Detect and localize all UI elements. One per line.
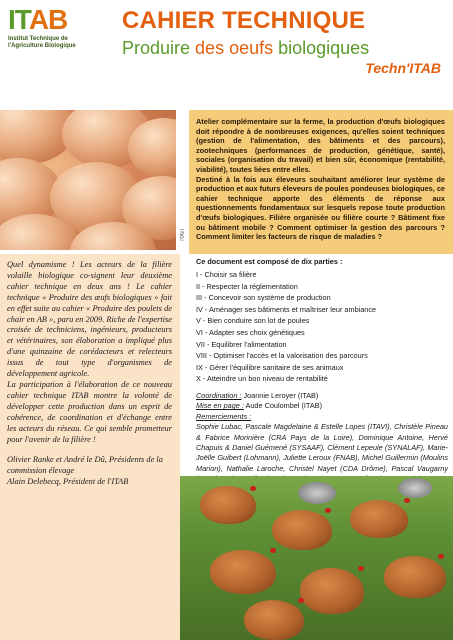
credits — [196, 391, 448, 485]
logo-mark: ITAB — [8, 4, 68, 35]
list-item: IV - Aménager ses bâtiments et maîtriser leur ambiance — [196, 304, 377, 314]
quote-paragraph: Quel dynamisme ! Les acteurs de la filière volaille biologique co-signent leur deuxième cahier technique en deux ans ! Le cahier technique « Produire des œufs biologiques » fait en effet suite au cahier « Produire des poulets de chair en AB », paru en 2009. Riche de l'expertise croisée de techniciens, ingénieurs, producteurs et vétérinaires, son élaboration a impliqué plus d'une quinzaine de corédacteurs et relecteurs issus de tout type d'organismes de développement agricole. — [7, 260, 172, 379]
logo-subtitle: Institut Technique de l'Agriculture Biologique — [8, 36, 76, 49]
signature: Alain Delebecq, Président de l'ITAB — [7, 477, 129, 487]
list-item: VIII - Optimiser l'accès et la valorisation des parcours — [196, 351, 368, 361]
parts-list — [196, 269, 448, 385]
list-item: I - Choisir sa filière — [196, 270, 257, 279]
editorial-quote — [7, 260, 172, 445]
signature: Olivier Ranke et André le Dû, Présidents de la commission élevage — [7, 455, 163, 476]
editorial-column — [0, 254, 180, 640]
list-item: II - Respecter la réglementation — [196, 281, 298, 291]
intro-box — [189, 110, 453, 254]
parts-intro: Ce document est composé de dix parties : — [196, 257, 343, 266]
layout-credit: Mise en page : Aude Coulombel (ITAB) — [196, 401, 323, 411]
list-item: IX - Gérer l'équilibre sanitaire de ses animaux — [196, 362, 344, 372]
list-item: VII - Equilibrer l'alimentation — [196, 339, 287, 349]
intro-paragraph: Destiné à la fois aux éleveurs souhaitant améliorer leur système de production et aux futurs éleveurs de poules pondeuses biologiques, ce cahier technique apporte des éléments de réponse aux questionnements fondamentaux sur lesquels repose toute production d'œufs biologiques. Filière organisée ou filière courte ? Bâtiment fixe ou bâtiment mobile ? Comment optimiser la gestion des parcours ? Comment limiter les facteurs de risque de maladies ? — [196, 174, 445, 242]
intro-text — [196, 117, 445, 242]
quote-paragraph: La participation à l'élaboration de ce nouveau cahier technique ITAB montre la volonté de développer cette production dans un esprit de cohérence, de coordination et d'échange entre les acteurs du réseau. Ce qui semble prometteur pour l'avenir de la filière ! — [7, 379, 172, 444]
itab-logo — [8, 6, 92, 54]
list-item: X - Atteindre un bon niveau de rentabilité — [196, 374, 328, 384]
list-item: V - Bien conduire son lot de poules — [196, 316, 310, 326]
hens-photo — [180, 476, 453, 640]
page-subtitle: Produire des oeufs biologiques — [122, 38, 370, 58]
list-item: III - Concevoir son système de production — [196, 293, 331, 303]
page-title: CAHIER TECHNIQUE — [122, 7, 366, 34]
coordination-credit: Coordination : Joannie Leroyer (ITAB) — [196, 390, 319, 400]
acknowledgements-label: Remerciements : — [196, 411, 252, 421]
contents-section — [196, 257, 448, 485]
brand-label: Techn'ITAB — [365, 60, 441, 76]
list-item: VI - Adapter ses choix génétiques — [196, 327, 305, 337]
eggs-photo — [0, 110, 176, 250]
photo-credit: ITAVI — [180, 229, 186, 241]
intro-paragraph: Atelier complémentaire sur la ferme, la production d'œufs biologiques doit répondre à de nombreuses exigences, qu'elles soient techniques (gestion de l'alimentation, des bâtiments et des parcours), zootechniques (performances de production, génétique, santé), sociales (organisation du travail) et bien sûr, économique (rentabilité, viabilité), toutes liées entre elles. — [196, 117, 445, 174]
acknowledgements-text: Sophie Lubac, Pascale Magdelaine & Estelle Lopes (ITAVI), Christèle Pineau & Fabrice Morinière (CRA Pays de la Loire), Dominique Antoine, Hervé Chapuis & Daniel Guémené (SYSAAF), Clément Lepeule (SYNALAF), Marie-Joëlle Guibert (Lohmann), Juliette Leroux (FNAB), Michel Guillermin (Moulins Marion), Nathalie Laroche, Christel Nayet (CDA Drôme), Pascal Vaugarny — [196, 422, 448, 473]
